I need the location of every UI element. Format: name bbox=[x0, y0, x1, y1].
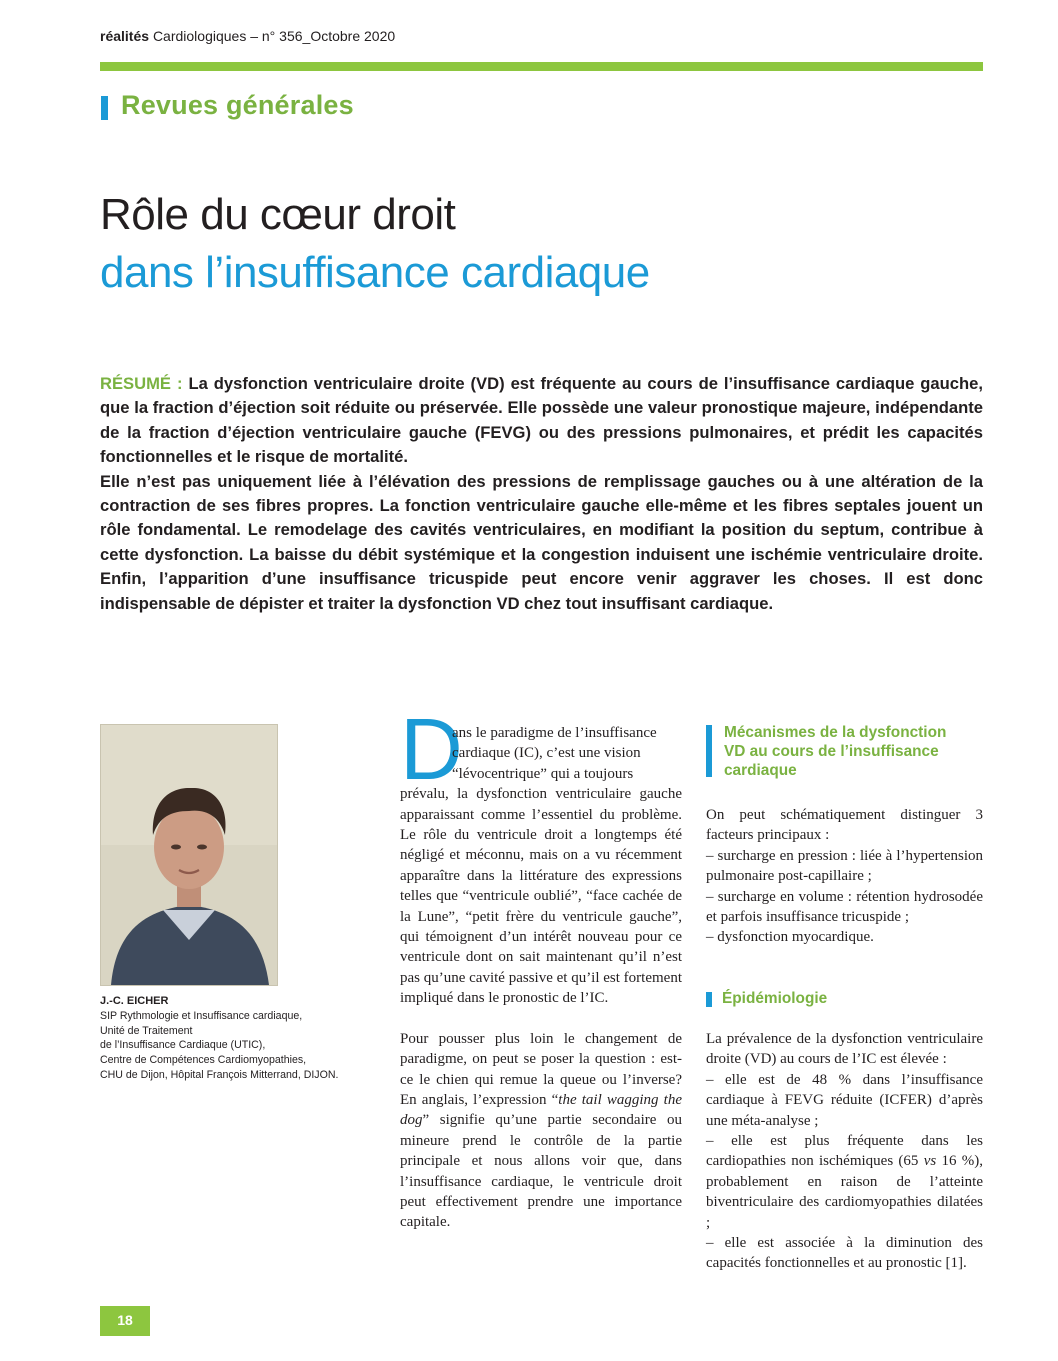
section-marker bbox=[101, 96, 108, 120]
section-label: Revues générales bbox=[121, 90, 354, 120]
paradigm-text-a: Pour pousser plus loin le changement de paradigme, on peut se poser la question : est-ce le chien qui remue la queue ou l’inverse? En anglais, l’expression “ bbox=[400, 1030, 682, 1108]
subheading-line: Mécanismes de la dysfonction bbox=[724, 724, 947, 741]
affiliation-line: SIP Rythmologie et Insuffisance cardiaque, bbox=[100, 1010, 303, 1022]
epidemiology-intro: La prévalence de la dysfonction ventriculaire droite (VD) au cours de l’IC est élevée : bbox=[706, 1031, 983, 1068]
drop-cap: D bbox=[400, 701, 463, 798]
body-column-right bbox=[706, 723, 983, 1283]
subheading-epidemiology: Épidémiologie bbox=[722, 990, 828, 1007]
paradigm-idiom: the tail wagging the dog bbox=[400, 1091, 683, 1129]
journal-name: réalités bbox=[100, 28, 150, 44]
epidemiology-text-b: 16 %), probablement en raison de l’atteinte biventriculaire des cardiomyopathies dilatées ; bbox=[706, 1153, 983, 1231]
intro-paragraph: prévalu, la dysfonction ventriculaire gauche apparaissant comme l’essentiel du problème. Le rôle du ventricule droit a longtemps été négligé et méconnu, mais on a vu récemment apparaître dans la littérature des expressions telles que “ventricule oublié”, “face cachée de la Lune”, “petit frère du ventricule gauche”, qui témoignent d’un intérêt nouveau pour ce ventricule dont on sait maintenant qu’il n’est pas qu’une cavité passive et qu’il est fortement impliqué dans le pronostic de l’IC. bbox=[400, 786, 682, 1007]
running-head bbox=[100, 28, 395, 44]
abstract-paragraph-2: Elle n’est pas uniquement liée à l’élévation des pressions de remplissage gauches ou à une altération de la contraction de ses fibres propres. La fonction ventriculaire gauche elle-même et les fibres septales jouent un rôle fondamental. Le remodelage des cavités ventriculaires, en modifiant la position du septum, contribue à cette dysfonction. La baisse du débit systémique et la congestion induisent une ischémie ventriculaire droite. Enfin, l’apparition d’une insuffisance tricuspide peut encore venir aggraver les choses. Il est donc indispensable de dépister et traiter la dysfonction VD chez tout insuffisant cardiaque. bbox=[100, 471, 983, 613]
abstract-text-1: La dysfonction ventriculaire droite (VD) est fréquente au cours de l’insuffisance cardiaque gauche, que la fraction d’éjection soit réduite ou préservée. Elle possède une valeur pronostique majeure, indépendante de la fraction d’éjection ventriculaire gauche (FEVG) ou des pressions pulmonaires, et prédit les capacités fonctionnelles et le risque de mortalité. bbox=[100, 374, 983, 467]
author-portrait-image bbox=[101, 725, 277, 985]
article-title-line-2: dans l’insuffisance cardiaque bbox=[100, 248, 650, 297]
affiliation-line: Centre de Compétences Cardiomyopathies, bbox=[100, 1054, 307, 1067]
abstract-label: RÉSUMÉ : bbox=[100, 374, 183, 393]
epidemiology-item bbox=[706, 1131, 983, 1233]
intro-line: ans le paradigme de l’insuffisance bbox=[452, 725, 657, 741]
abstract bbox=[100, 372, 983, 616]
subheading-marker bbox=[706, 992, 712, 1007]
author-affiliation bbox=[100, 1009, 338, 1083]
epidemiology-item: – elle est de 48 % dans l’insuffisance cardiaque à FEVG réduite (ICFER) d’après une méta-analyse ; bbox=[706, 1071, 983, 1129]
subheading-marker bbox=[706, 725, 712, 777]
body-column-middle bbox=[400, 723, 682, 1233]
affiliation-line: CHU de Dijon, Hôpital François Mitterrand, DIJON. bbox=[100, 1068, 339, 1081]
header-rule bbox=[100, 62, 983, 71]
intro-first-lines bbox=[400, 723, 682, 784]
epidemiology-body bbox=[706, 1029, 983, 1274]
intro-line: cardiaque (IC), c’est une vision bbox=[452, 745, 641, 762]
subheading-line: VD au cours de l’insuffisance bbox=[724, 743, 939, 760]
epidemiology-versus: vs bbox=[923, 1153, 937, 1170]
paradigm-text-b: ” signifie qu’une partie secondaire ou mineure prend le contrôle de la partie principale et nous allons voir que, dans l’insuffisance cardiaque, le ventricule droit peut effectivement prendre une importance capitale. bbox=[400, 1112, 682, 1231]
affiliation-line: de l’Insuffisance Cardiaque (UTIC), bbox=[100, 1039, 266, 1052]
subheading-line: cardiaque bbox=[724, 762, 797, 779]
intro-line: “lévocentrique” qui a toujours bbox=[452, 765, 634, 782]
author-photo bbox=[100, 724, 278, 986]
issue-info: Cardiologiques – n° 356_Octobre 2020 bbox=[152, 28, 396, 44]
epidemiology-item: – elle est associée à la diminution des capacités fonctionnelles et au pronostic [1]. bbox=[706, 1235, 983, 1272]
mechanisms-item: – dysfonction myocardique. bbox=[706, 929, 874, 946]
author-name: J.-C. EICHER bbox=[100, 995, 169, 1007]
mechanisms-item: – surcharge en volume : rétention hydrosodée et parfois insuffisance tricuspide ; bbox=[706, 888, 983, 926]
mechanisms-intro: On peut schématiquement distinguer 3 facteurs principaux : bbox=[706, 807, 983, 844]
mechanisms-body bbox=[706, 805, 983, 948]
abstract-paragraph-1 bbox=[100, 372, 983, 470]
page-number: 18 bbox=[117, 1312, 133, 1328]
paradigm-paragraph bbox=[400, 1029, 682, 1233]
mechanisms-item: – surcharge en pression : liée à l’hypertension pulmonaire post-capillaire ; bbox=[706, 847, 983, 885]
affiliation-line: Unité de Traitement bbox=[100, 1024, 193, 1037]
epidemiology-text-a: – elle est plus fréquente dans les cardiopathies non ischémiques (65 bbox=[706, 1133, 983, 1170]
subheading-mechanisms bbox=[724, 723, 946, 780]
article-title-line-1: Rôle du cœur droit bbox=[100, 190, 456, 239]
